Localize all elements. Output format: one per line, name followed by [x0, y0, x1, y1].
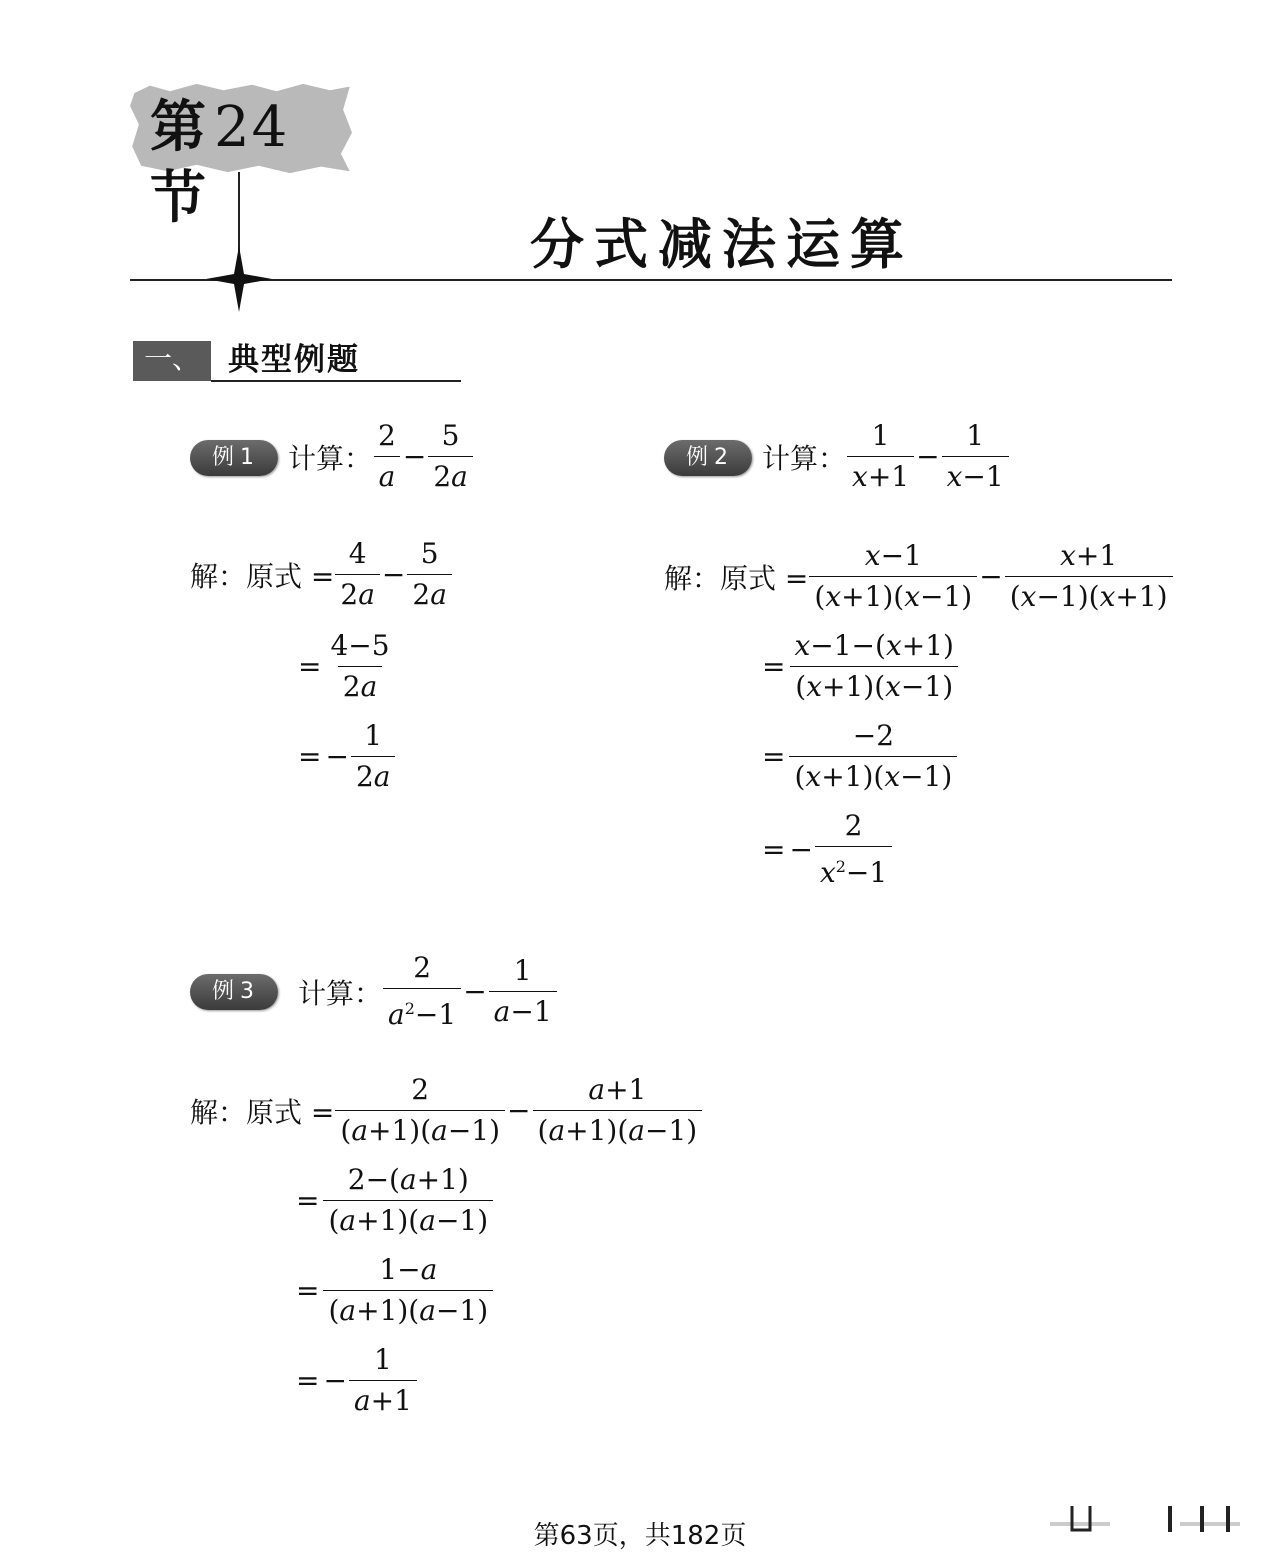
- denominator: (a+1)(a−1): [323, 1200, 493, 1239]
- bracket-icon[interactable]: [1072, 1506, 1090, 1530]
- section-suffix: 节: [150, 165, 208, 231]
- example-3-question: [298, 950, 558, 1033]
- minus-sign: −: [507, 1094, 531, 1127]
- negative-sign: −: [323, 1364, 347, 1397]
- section-prefix: 第: [150, 94, 208, 160]
- exponent: 2: [404, 999, 415, 1018]
- equals-sign: =: [298, 740, 322, 773]
- numerator: a+1: [588, 1073, 647, 1106]
- fraction: [1005, 538, 1173, 615]
- example-2-badge: [664, 440, 752, 476]
- denominator-rest: −1: [414, 998, 457, 1031]
- fraction: [325, 628, 394, 705]
- equals-sign: =: [762, 650, 786, 683]
- numerator: x−1: [864, 539, 922, 572]
- example-tag: 例: [211, 445, 236, 470]
- numerator: 2: [378, 419, 396, 452]
- example-3-step-2: [296, 1162, 494, 1239]
- example-2-step-3: [762, 718, 958, 795]
- numerator: 2: [844, 809, 863, 842]
- fraction: [373, 418, 401, 495]
- numerator: x−1−(x+1): [794, 629, 954, 662]
- denominator: (a+1)(a−1): [533, 1110, 703, 1149]
- equals-sign: =: [296, 1274, 320, 1307]
- numerator: 4: [348, 537, 367, 570]
- denominator: [815, 846, 892, 891]
- equals-sign: =: [298, 650, 322, 683]
- example-1-step-2: [298, 628, 396, 705]
- denominator: [383, 988, 461, 1033]
- fraction: [789, 718, 957, 795]
- denominator: 2a: [351, 756, 396, 795]
- denominator: (a+1)(a−1): [323, 1290, 493, 1329]
- minus-sign: −: [463, 975, 487, 1008]
- minus-sign: −: [402, 440, 427, 473]
- fraction: [789, 628, 958, 705]
- section-number: 24: [214, 95, 290, 160]
- example-3-step-3: [296, 1252, 494, 1329]
- equals-sign: =: [762, 740, 786, 773]
- denominator: x+1: [847, 456, 914, 495]
- fraction: [335, 1072, 505, 1149]
- denominator-base: a: [388, 998, 405, 1031]
- negative-sign: −: [325, 740, 349, 773]
- toolbar-icons: [1050, 1500, 1260, 1540]
- example-2-step-1: [664, 538, 1174, 615]
- numerator: 1: [966, 419, 985, 452]
- denominator-rest: −1: [845, 856, 888, 889]
- fraction: [809, 538, 977, 615]
- numerator: −2: [852, 719, 895, 752]
- fraction: [407, 536, 452, 613]
- solution-label: 解：原式 =: [190, 559, 335, 593]
- example-3-step-1: [190, 1072, 703, 1149]
- fraction: [349, 1342, 417, 1419]
- example-3-badge: [190, 974, 278, 1010]
- fraction: [815, 808, 892, 891]
- denominator: 2a: [428, 456, 473, 495]
- minus-sign: −: [979, 560, 1003, 593]
- numerator: 1−a: [379, 1253, 438, 1286]
- example-2-question: [762, 418, 1010, 495]
- denominator: a−1: [489, 991, 557, 1030]
- equals-sign: =: [762, 833, 786, 866]
- example-1-badge: [190, 440, 278, 476]
- fraction: [323, 1162, 493, 1239]
- fraction: [847, 418, 914, 495]
- section-title: 典型例题: [228, 342, 360, 378]
- example-2-step-4: [762, 808, 893, 891]
- numerator: 1: [364, 719, 383, 752]
- minus-sign: −: [916, 440, 940, 473]
- numerator: 2: [413, 951, 432, 984]
- fraction: [533, 1072, 703, 1149]
- numerator: 1: [513, 954, 532, 987]
- solution-label: 解：原式 =: [190, 1095, 335, 1129]
- example-tag: 例: [211, 979, 236, 1004]
- prompt-label: 计算：: [762, 441, 847, 475]
- denominator: a+1: [349, 1380, 417, 1419]
- negative-sign: −: [789, 833, 813, 866]
- fraction: [351, 718, 396, 795]
- denominator: (x−1)(x+1): [1005, 576, 1173, 615]
- prompt-label: 计算：: [298, 976, 383, 1010]
- denominator: 2a: [338, 666, 383, 705]
- denominator: 2a: [335, 574, 380, 613]
- numerator: 1: [871, 419, 890, 452]
- section-index-label: 一、: [143, 342, 200, 375]
- solution-label: 解：原式 =: [664, 561, 809, 595]
- minus-sign: −: [381, 558, 406, 591]
- prompt-label: 计算：: [288, 441, 373, 475]
- numerator: 5: [441, 419, 460, 452]
- denominator-base: x: [819, 856, 836, 889]
- page-number: 第63页，共182页: [533, 1521, 747, 1551]
- fraction: [942, 418, 1009, 495]
- example-number: 2: [714, 445, 730, 470]
- denominator: (x+1)(x−1): [809, 576, 977, 615]
- numerator: 2−(a+1): [347, 1163, 469, 1196]
- numerator: 4−5: [330, 629, 390, 662]
- denominator: a: [374, 456, 401, 495]
- example-2-step-2: [762, 628, 960, 705]
- dotted-line-icon: [1050, 1522, 1240, 1526]
- example-3-step-4: [296, 1342, 418, 1419]
- denominator: 2a: [407, 574, 452, 613]
- fraction: [428, 418, 473, 495]
- chapter-title: 分式减法运算: [530, 213, 914, 276]
- denominator: (a+1)(a−1): [335, 1110, 505, 1149]
- denominator: x−1: [942, 456, 1009, 495]
- example-number: 3: [240, 979, 256, 1004]
- example-number: 1: [240, 445, 256, 470]
- example-1-question: [288, 418, 474, 495]
- fraction: [489, 953, 557, 1030]
- denominator: (x+1)(x−1): [790, 666, 958, 705]
- example-tag: 例: [685, 445, 710, 470]
- exponent: 2: [835, 857, 846, 876]
- fraction: [335, 536, 380, 613]
- denominator: (x+1)(x−1): [789, 756, 957, 795]
- numerator: 5: [420, 537, 439, 570]
- bars-icon[interactable]: [1168, 1506, 1230, 1532]
- fraction: [323, 1252, 493, 1329]
- example-1-step-1: [190, 536, 453, 613]
- section-badge: [150, 92, 350, 231]
- equals-sign: =: [296, 1184, 320, 1217]
- numerator: 1: [374, 1343, 392, 1376]
- star-ornament-icon: [206, 246, 272, 312]
- example-1-step-3: [298, 718, 396, 795]
- numerator: 2: [411, 1073, 430, 1106]
- equals-sign: =: [296, 1364, 320, 1397]
- fraction: [383, 950, 461, 1033]
- numerator: x+1: [1060, 539, 1118, 572]
